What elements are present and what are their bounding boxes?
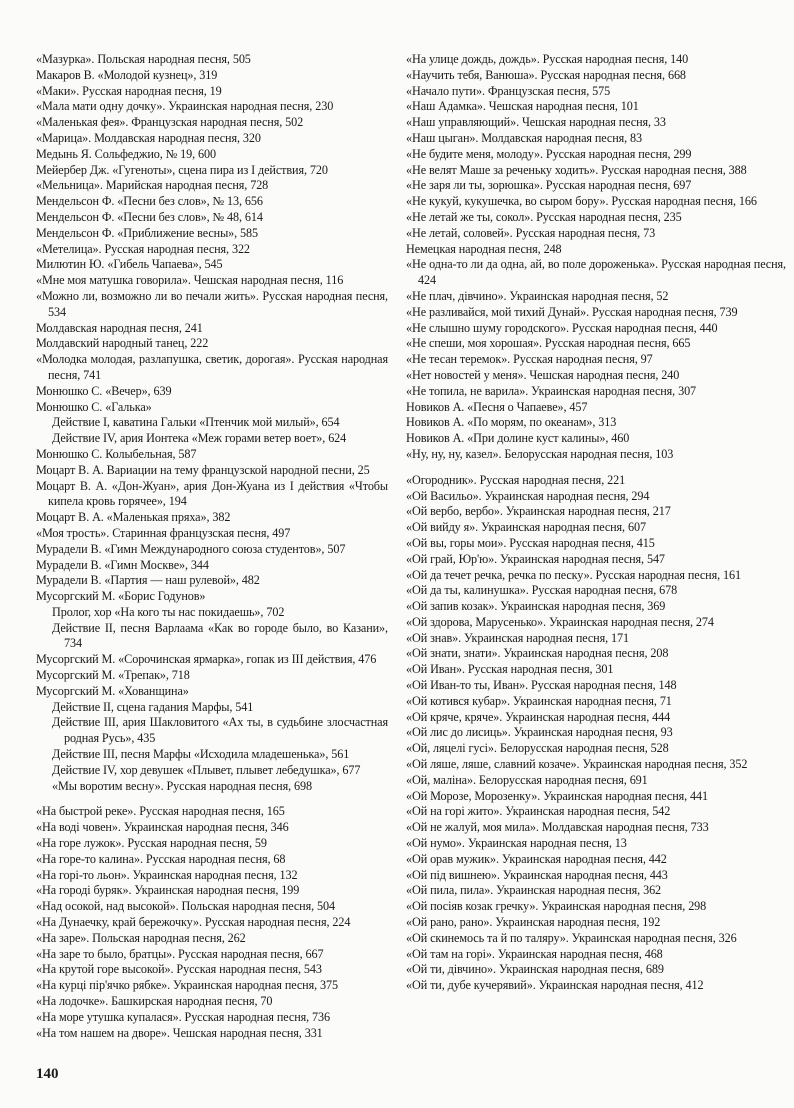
index-entry: Макаров В. «Молодой кузнец», 319: [36, 67, 218, 82]
index-entry: «На заре то было, братцы». Русская народная песня, 667: [36, 946, 324, 961]
index-entry: Моцарт В. А. Вариации на тему французской народной песни, 25: [36, 462, 370, 477]
index-entry: «Ой нумо». Украинская народная песня, 13: [406, 836, 627, 851]
index-subentry: Действие II, сцена гадания Марфы, 541: [52, 699, 254, 714]
index-entry: Мусоргский М. «Сорочинская ярмарка», гопак из III действия, 476: [36, 652, 377, 667]
index-entry: Мурадели В. «Партия — наш рулевой», 482: [36, 573, 260, 588]
index-entry: «Ой Васильо». Украинская народная песня, 294: [406, 488, 650, 503]
index-entry: «Не будите меня, молоду». Русская народная песня, 299: [406, 146, 692, 161]
index-column-right: [406, 52, 786, 994]
index-entry: «Ой посіяв козак гречку». Украинская народная песня, 298: [406, 899, 707, 914]
index-subentry: Действие IV, ария Ионтека «Меж горами ветер воет», 624: [52, 431, 347, 446]
index-entry: «На том нашем на дворе». Чешская народная песня, 331: [36, 1025, 323, 1040]
index-subentry: Действие II, песня Варлаама «Как во городе было, во Казани», 734: [52, 620, 388, 651]
index-entry: Милютин Ю. «Гибель Чапаева», 545: [36, 257, 223, 272]
index-entry: «Ой Иван-то ты, Иван». Русская народная песня, 148: [406, 678, 677, 693]
index-entry: «Не тесан теремок». Русская народная песня, 97: [406, 352, 653, 367]
index-entry: «Мельница». Марийская народная песня, 728: [36, 178, 269, 193]
index-entry: «Не велят Маше за реченьку ходить». Русская народная песня, 388: [406, 162, 747, 177]
index-entry: Мендельсон Ф. «Песни без слов», № 13, 656: [36, 194, 263, 209]
index-entry: Монюшко С. «Галька»: [36, 399, 152, 414]
index-entry: «Огородник». Русская народная песня, 221: [406, 472, 626, 487]
index-entry: Мурадели В. «Гимн Международного союза студентов», 507: [36, 541, 346, 556]
index-entry: «Ой запив козак». Украинская народная песня, 369: [406, 599, 666, 614]
index-entry: «Наш Адамка». Чешская народная песня, 101: [406, 99, 639, 114]
index-entry: «На Дунаечку, край бережочку». Русская народная песня, 224: [36, 915, 351, 930]
index-entry: «Ой да течет речка, речка по песку». Русская народная песня, 161: [406, 567, 741, 582]
index-entry: «Не летай же ты, сокол». Русская народная песня, 235: [406, 209, 682, 224]
index-entry: «Ой лис до лисиць». Украинская народная песня, 93: [406, 725, 673, 740]
index-subentry: Пролог, хор «На кого ты нас покидаешь», 702: [52, 604, 285, 619]
index-entry: «Не заря ли ты, зорюшка». Русская народная песня, 697: [406, 178, 692, 193]
index-entry: Моцарт В. А. «Дон-Жуан», ария Дон-Жуана из I действия «Чтобы кипела кровь горячее», 194: [36, 478, 388, 509]
index-entry: «Ой ляше, ляше, славний козаче». Украинская народная песня, 352: [406, 757, 748, 772]
index-entry: «Ой скинемось та й по таляру». Украинская народная песня, 326: [406, 930, 737, 945]
index-subentry: «Мы воротим весну». Русская народная песня, 698: [52, 778, 312, 793]
index-entry: Монюшко С. Колыбельная, 587: [36, 446, 197, 461]
index-entry: Моцарт В. А. «Маленькая пряха», 382: [36, 510, 231, 525]
index-entry: Мусоргский М. «Хованщина»: [36, 683, 189, 698]
index-column-left: [36, 52, 388, 1041]
index-entry: «Ой рано, рано». Украинская народная песня, 192: [406, 915, 661, 930]
index-entry: «На быстрой реке». Русская народная песня, 165: [36, 804, 285, 819]
index-entry: Молдавская народная песня, 241: [36, 320, 203, 335]
index-entry: «На горе лужок». Русская народная песня, 59: [36, 836, 267, 851]
index-entry: «Над осокой, над высокой». Польская народная песня, 504: [36, 899, 335, 914]
index-entry: Новиков А. «По морям, по океанам», 313: [406, 415, 617, 430]
index-entry: «На крутой горе высокой». Русская народная песня, 543: [36, 962, 322, 977]
index-subentry: Действие I, каватина Гальки «Птенчик мой милый», 654: [52, 415, 340, 430]
index-entry: «Ой знати, знати». Украинская народная песня, 208: [406, 646, 669, 661]
index-entry: «Начало пути». Французская песня, 575: [406, 83, 611, 98]
index-entry: «Ну, ну, ну, казел». Белорусская народная песня, 103: [406, 446, 674, 461]
index-entry: «Маленькая фея». Французская народная песня, 502: [36, 115, 304, 130]
index-entry: «Не разливайся, мой тихий Дунай». Русская народная песня, 739: [406, 304, 738, 319]
index-entry: «Маки». Русская народная песня, 19: [36, 83, 222, 98]
index-entry: «Не спеши, моя хорошая». Русская народная песня, 665: [406, 336, 691, 351]
index-entry: «Не одна-то ли да одна, ай, во поле дороженька». Русская народная песня, 424: [406, 257, 786, 288]
index-entry: Мусоргский М. «Трепак», 718: [36, 668, 190, 683]
index-entry: Молдавский народный танец, 222: [36, 336, 209, 351]
index-entry: «Ой грай, Юр'ю». Украинская народная песня, 547: [406, 551, 665, 566]
index-entry: Новиков А. «При долине куст калины», 460: [406, 431, 630, 446]
index-entry: «Ой Иван». Русская народная песня, 301: [406, 662, 614, 677]
index-entry: «Не плач, дівчино». Украинская народная песня, 52: [406, 288, 669, 303]
index-entry: «Ой вы, горы мои». Русская народная песня, 415: [406, 535, 655, 550]
index-entry: «На море утушка купалася». Русская народная песня, 736: [36, 1009, 331, 1024]
index-entry: «Моя трость». Старинная французская песня, 497: [36, 525, 291, 540]
index-entry: «На горе-то калина». Русская народная песня, 68: [36, 851, 286, 866]
index-entry: «Ой здорова, Марусенько». Украинская народная песня, 274: [406, 614, 714, 629]
index-entry: «На заре». Польская народная песня, 262: [36, 930, 246, 945]
index-entry: «Ой пила, пила». Украинская народная песня, 362: [406, 883, 662, 898]
index-entry: «Метелица». Русская народная песня, 322: [36, 241, 250, 256]
index-entry: Мендельсон Ф. «Приближение весны», 585: [36, 225, 259, 240]
index-entry: «На воді човен». Украинская народная песня, 346: [36, 820, 289, 835]
index-entry: Мендельсон Ф. «Песни без слов», № 48, 614: [36, 209, 263, 224]
index-entry: «Не летай, соловей». Русская народная песня, 73: [406, 225, 656, 240]
index-entry: Немецкая народная песня, 248: [406, 241, 562, 256]
index-entry: «Ой котився кубар». Украинская народная песня, 71: [406, 693, 672, 708]
index-entry: Медынь Я. Сольфеджио, № 19, 600: [36, 146, 216, 161]
index-entry: «Нет новостей у меня». Чешская народная песня, 240: [406, 367, 680, 382]
index-entry: «Не кукуй, кукушечка, во сыром бору». Русская народная песня, 166: [406, 194, 757, 209]
index-entry: Новиков А. «Песня о Чапаеве», 457: [406, 399, 588, 414]
index-entry: «На улице дождь, дождь». Русская народная песня, 140: [406, 52, 689, 66]
index-entry: «Не топила, не варила». Украинская народная песня, 307: [406, 383, 697, 398]
index-entry: «Не слышно шуму городского». Русская народная песня, 440: [406, 320, 718, 335]
index-entry: «Ой вербо, вербо». Украинская народная песня, 217: [406, 504, 671, 519]
index-entry: «Научить тебя, Ванюша». Русская народная песня, 668: [406, 67, 686, 82]
index-entry: «Ой ти, дубе кучерявий». Украинская народная песня, 412: [406, 978, 704, 993]
index-entry: «Ой не жалуй, моя мила». Молдавская народная песня, 733: [406, 820, 709, 835]
index-entry: Мурадели В. «Гимн Москве», 344: [36, 557, 209, 572]
index-entry: Мусоргский М. «Борис Годунов»: [36, 589, 206, 604]
index-entry: «Молодка молодая, разлапушка, светик, дорогая». Русская народная песня, 741: [36, 352, 388, 382]
index-entry: «Ой там на горі». Украинская народная песня, 468: [406, 946, 663, 961]
index-entry: «Наш управляющий». Чешская народная песня, 33: [406, 115, 666, 130]
index-entry: «На лодочке». Башкирская народная песня, 70: [36, 994, 273, 1009]
index-entry: «Ой ти, дівчино». Украинская народная песня, 689: [406, 962, 664, 977]
index-entry: «Мазурка». Польская народная песня, 505: [36, 52, 251, 66]
index-entry: «Ой орав мужик». Украинская народная песня, 442: [406, 851, 667, 866]
index-entry: «Можно ли, возможно ли во печали жить». Русская народная песня, 534: [36, 288, 388, 319]
index-entry: «Ой да ты, калинушка». Русская народная песня, 678: [406, 583, 678, 598]
index-entry: «Мала мати одну дочку». Украинская народная песня, 230: [36, 99, 334, 114]
index-entry: «Ой вийду я». Украинская народная песня, 607: [406, 520, 646, 535]
index-entry: «Ой Морозе, Морозенку». Украинская народная песня, 441: [406, 788, 709, 803]
index-entry: «Ой під вишнею». Украинская народная песня, 443: [406, 867, 668, 882]
index-entry: «Ой на горі жито». Украинская народная песня, 542: [406, 804, 671, 819]
index-entry: «На городі буряк». Украинская народная песня, 199: [36, 883, 300, 898]
index-subentry: Действие III, ария Шакловитого «Ах ты, в судьбине злосчастная родная Русь», 435: [52, 715, 388, 746]
index-subentry: Действие IV, хор девушек «Плывет, плывет лебедушка», 677: [52, 762, 361, 777]
index-entry: «Ой кряче, кряче». Украинская народная песня, 444: [406, 709, 671, 724]
index-entry: «Ой, маліна». Белорусская народная песня, 691: [406, 772, 648, 787]
index-subentry: Действие III, песня Марфы «Исходила младешенька», 561: [52, 747, 350, 762]
index-entry: «Наш цыган». Молдавская народная песня, 83: [406, 130, 643, 145]
page-number: 140: [36, 1066, 59, 1082]
index-entry: Монюшко С. «Вечер», 639: [36, 383, 172, 398]
index-entry: «На курці пір'ячко рябке». Украинская народная песня, 375: [36, 978, 338, 993]
index-entry: «Ой знав». Украинская народная песня, 171: [406, 630, 629, 645]
index-entry: Мейербер Дж. «Гугеноты», сцена пира из I действия, 720: [36, 162, 328, 177]
index-entry: «На горі-то льон». Украинская народная песня, 132: [36, 867, 298, 882]
index-entry: «Ой, ляцелі гусі». Белорусская народная песня, 528: [406, 741, 669, 756]
index-entry: «Мне моя матушка говорила». Чешская народная песня, 116: [36, 273, 344, 288]
index-entry: «Марица». Молдавская народная песня, 320: [36, 130, 261, 145]
